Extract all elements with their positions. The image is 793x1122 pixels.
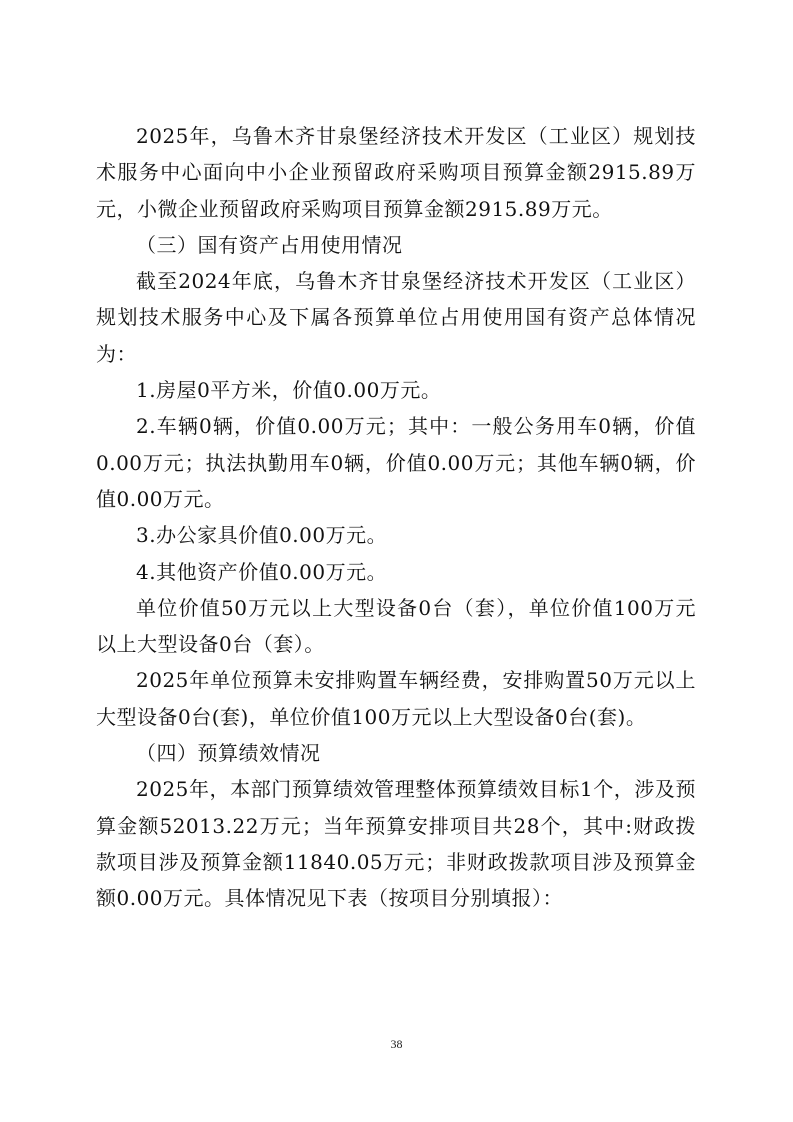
paragraph-assets-overview: 截至2024年底，乌鲁木齐甘泉堡经济技术开发区（工业区）规划技术服务中心及下属各预算单位占用使用国有资产总体情况为： <box>96 269 696 366</box>
page-number: 38 <box>390 1037 403 1051</box>
document-body <box>96 118 696 917</box>
section-heading-state-assets: （三）国有资产占用使用情况 <box>136 232 403 257</box>
paragraph-large-equipment: 单位价值50万元以上大型设备0台（套），单位价值100万元以上大型设备0台（套）。 <box>96 595 696 657</box>
paragraph-vehicles: 2.车辆0辆，价值0.00万元；其中：一般公务用车0辆，价值0.00万元；执法执勤用车0辆，价值0.00万元；其他车辆0辆，价值0.00万元。 <box>96 414 696 511</box>
paragraph-procurement-budget: 2025年，乌鲁木齐甘泉堡经济技术开发区（工业区）规划技术服务中心面向中小企业预留政府采购项目预算金额2915.89万元，小微企业预留政府采购项目预算金额2915.89万元。 <box>96 124 696 221</box>
paragraph-housing: 1.房屋0平方米，价值0.00万元。 <box>136 378 442 403</box>
section-heading-performance: （四）预算绩效情况 <box>136 741 321 766</box>
paragraph-purchase-plan: 2025年单位预算未安排购置车辆经费，安排购置50万元以上大型设备0台(套)，单位价值100万元以上大型设备0台(套)。 <box>96 668 696 729</box>
paragraph-furniture: 3.办公家具价值0.00万元。 <box>136 523 388 548</box>
paragraph-other-assets: 4.其他资产价值0.00万元。 <box>136 559 388 584</box>
paragraph-performance-targets: 2025年，本部门预算绩效管理整体预算绩效目标1个，涉及预算金额52013.22万元；当年预算安排项目共28个，其中:财政拨款项目涉及预算金额11840.05万元；非财政拨款项目涉及预算金额0.00万元。具体情况见下表（按项目分别填报）： <box>96 777 696 911</box>
